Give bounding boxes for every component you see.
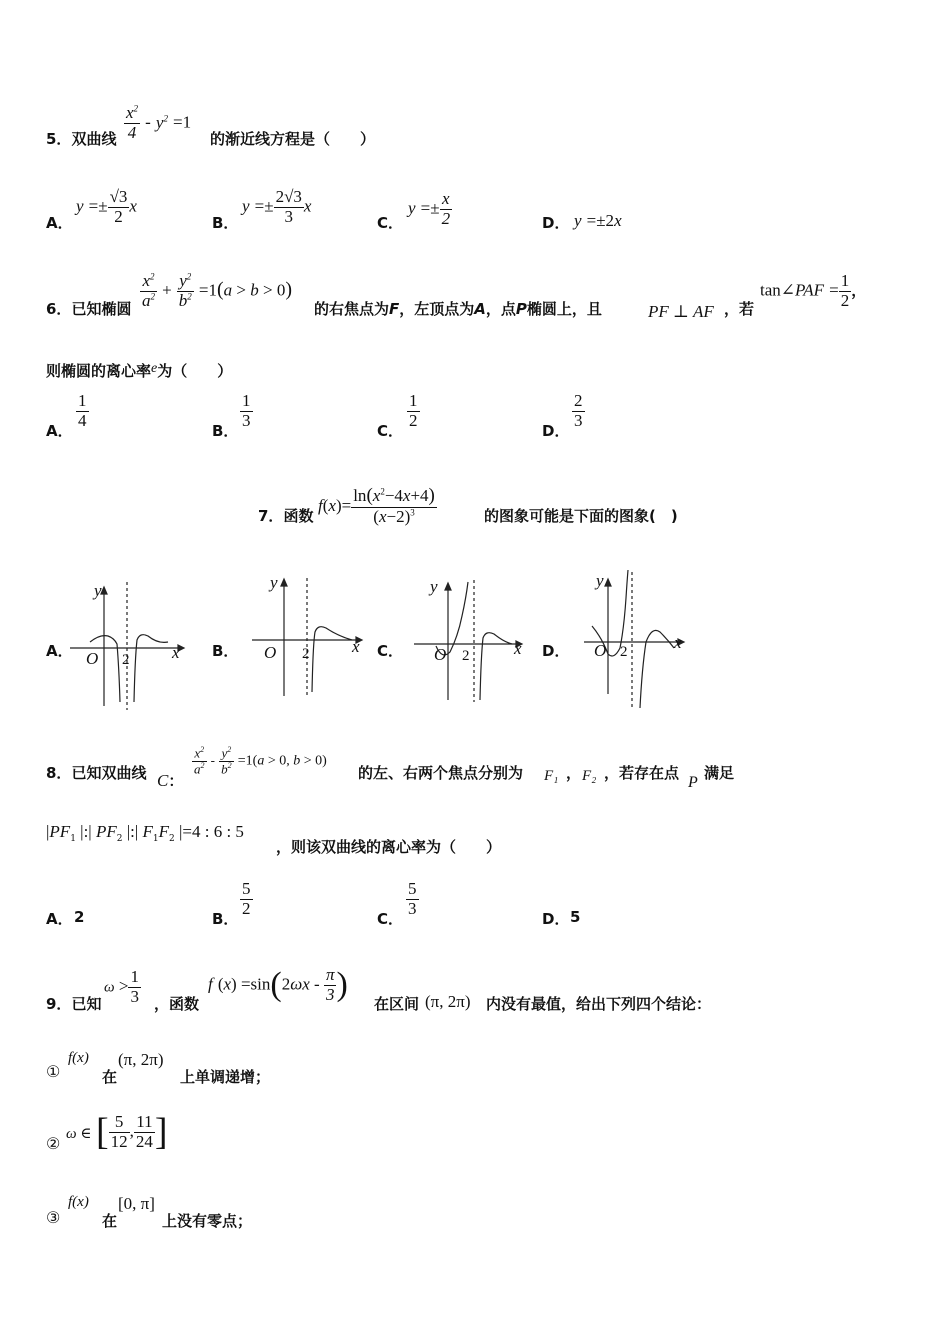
tick-label: 2 xyxy=(620,644,628,660)
q9-text-mid1: ，函数 xyxy=(154,995,200,1013)
q6-text-ruo: ，若 xyxy=(724,300,755,318)
q9-item2-interval: [ $\frac{5}{12}$ , $\frac{11}{24}$ ] xyxy=(96,1111,168,1153)
q8-option-b-label[interactable]: B． xyxy=(212,910,239,928)
q8-f2: F₂ xyxy=(582,768,597,784)
q8-option-a-label[interactable]: A． xyxy=(46,910,73,928)
axis-y-label: y xyxy=(430,577,438,596)
q8-option-a-value[interactable]: 2 xyxy=(74,908,85,926)
q7-text-after: 的图象可能是下面的图象( ) xyxy=(484,507,678,525)
axis-y-label: y xyxy=(596,571,604,590)
q7-function: f(x)= $\frac{\ln(x^2-4x+4)}{(x-2)^3}$ xyxy=(318,485,435,526)
q9-item1-fx: f(x) xyxy=(68,1050,89,1066)
q5-option-b-label[interactable]: B． xyxy=(212,214,239,232)
q5-option-a-value[interactable]: y =± $\frac{√3}{2}$ x xyxy=(76,187,137,226)
q9-item3-mid: 在 xyxy=(102,1212,118,1230)
q8-ratio: $|PF_1$ |:| $PF_2$ |:| $F_1F_2$ |=4 : 6 : 5 xyxy=(46,822,244,845)
q9-item3-interval: [0, π] xyxy=(118,1194,155,1213)
q8-option-d-value[interactable]: 5 xyxy=(570,908,581,926)
q8-comma: ， xyxy=(566,764,582,782)
q6-option-d-value[interactable]: $\frac{2}{3}$ xyxy=(574,391,583,430)
origin-label: O xyxy=(434,645,447,664)
q8-option-b-value[interactable]: $\frac{5}{2}$ xyxy=(242,879,251,918)
tick-label: 2 xyxy=(122,652,130,668)
q8-text-line2: ，则该双曲线的离心率为（ ） xyxy=(276,838,502,856)
q6-option-c-label[interactable]: C． xyxy=(377,422,404,440)
q6-text-line2: 则椭圆的离心率e为（ ） xyxy=(46,361,233,380)
q6-option-a-label[interactable]: A． xyxy=(46,422,73,440)
q9-text-after: 内没有最值，给出下列四个结论： xyxy=(486,995,712,1013)
origin-label: O xyxy=(86,649,99,668)
q5-option-d-value[interactable]: y =±2x xyxy=(574,211,622,230)
q6-equation: $\frac{x^2}{a^2}$ + $\frac{y^2}{b^2}$ =1(a > b > 0) xyxy=(142,271,292,310)
q7-option-c-label[interactable]: C． xyxy=(377,642,404,660)
q8-option-c-value[interactable]: $\frac{5}{3}$ xyxy=(408,879,417,918)
q9-item2-mark: ② xyxy=(46,1134,61,1153)
q9-stem: 9．已知 xyxy=(46,995,102,1013)
q6-option-c-value[interactable]: $\frac{1}{2}$ xyxy=(409,391,418,430)
axis-y-label: y xyxy=(270,574,278,592)
q6-option-b-value[interactable]: $\frac{1}{3}$ xyxy=(242,391,251,430)
origin-label: O xyxy=(594,641,607,660)
q9-item1-interval: (π, 2π) xyxy=(118,1050,164,1069)
q8-text-mid3: 满足 xyxy=(704,764,735,782)
q7-stem: 7．函数 xyxy=(258,507,314,525)
q8-text-mid1: 的左、右两个焦点分别为 xyxy=(358,764,524,782)
q6-option-b-label[interactable]: B． xyxy=(212,422,239,440)
q6-text-line1: 的右焦点为F，左顶点为A，点P椭圆上，且 xyxy=(314,300,602,318)
q9-item3-post: 上没有零点； xyxy=(162,1212,253,1230)
q7-graph-b[interactable] xyxy=(248,574,368,704)
q8-option-c-label[interactable]: C． xyxy=(377,910,404,928)
q7-graph-a[interactable] xyxy=(70,578,190,713)
q8-option-d-label[interactable]: D． xyxy=(542,910,570,928)
q7-option-b-label[interactable]: B． xyxy=(212,642,239,660)
q9-item2-omega: ω ∈ xyxy=(66,1126,92,1142)
q7-option-d-label[interactable]: D． xyxy=(542,642,570,660)
q5-text: 双曲线 xyxy=(71,130,117,148)
q9-item1-post: 上单调递增； xyxy=(180,1068,271,1086)
q6-tan-condition: tan∠PAF = $\frac{1}{2}$ ， xyxy=(760,271,867,310)
q6-option-a-value[interactable]: $\frac{1}{4}$ xyxy=(78,391,87,430)
q8-text-mid2: ，若存在点 xyxy=(604,764,680,782)
tick-label: 2 xyxy=(462,648,470,664)
tick-label: 2 xyxy=(302,646,310,662)
axis-x-label: x xyxy=(172,643,180,662)
q8-curve-name: C： xyxy=(157,771,184,790)
q5-equation: $\frac{x^2}{4}$ - $y^2 =1$ xyxy=(126,103,192,142)
q7-graph-c[interactable] xyxy=(412,576,532,708)
q5-option-b-value[interactable]: y =± $\frac{2√3}{3}$ x xyxy=(242,187,312,226)
q9-text-mid2: 在区间 xyxy=(374,995,420,1013)
q5-option-c-value[interactable]: y =± $\frac{x}{2}$ xyxy=(408,189,451,228)
q8-stem: 8．已知双曲线 xyxy=(46,764,147,782)
q6-option-d-label[interactable]: D． xyxy=(542,422,570,440)
q5-text-after: 的渐近线方程是（ ） xyxy=(210,130,376,148)
q5-option-a-label[interactable]: A． xyxy=(46,214,73,232)
q8-equation: $\frac{x^2}{a^2}$ - $\frac{y^2}{b^2}$ =1(a > 0, b > 0) xyxy=(194,745,327,776)
q9-omega-condition: ω > $\frac{1}{3}$ xyxy=(104,967,139,1006)
q9-item1-mid: 在 xyxy=(102,1068,118,1086)
q5-option-d-label[interactable]: D． xyxy=(542,214,570,232)
axis-x-label: x xyxy=(352,637,360,656)
question-number: 5． xyxy=(46,130,72,148)
q9-item3-fx: f(x) xyxy=(68,1194,89,1210)
q7-graph-d[interactable] xyxy=(580,568,700,710)
q9-item3-mark: ③ xyxy=(46,1208,61,1227)
q7-option-a-label[interactable]: A． xyxy=(46,642,73,660)
origin-label: O xyxy=(264,643,277,662)
q9-interval: (π, 2π) xyxy=(425,992,471,1011)
q6-stem: 6．已知椭圆 xyxy=(46,300,132,318)
q8-point-p: P xyxy=(688,774,698,791)
q5-stem xyxy=(46,128,116,149)
q9-item1-mark: ① xyxy=(46,1062,61,1081)
axis-x-label: x xyxy=(674,633,682,652)
axis-y-label: y xyxy=(94,581,102,600)
q5-option-c-label[interactable]: C． xyxy=(377,214,404,232)
q9-function: f (x) =sin(2ωx - $\frac{\pi}{3}$ ) xyxy=(208,965,348,1004)
q8-f1: F₁ xyxy=(544,768,559,784)
q6-perpendicular: PF ⊥ AF xyxy=(648,302,714,321)
axis-x-label: x xyxy=(514,639,522,658)
